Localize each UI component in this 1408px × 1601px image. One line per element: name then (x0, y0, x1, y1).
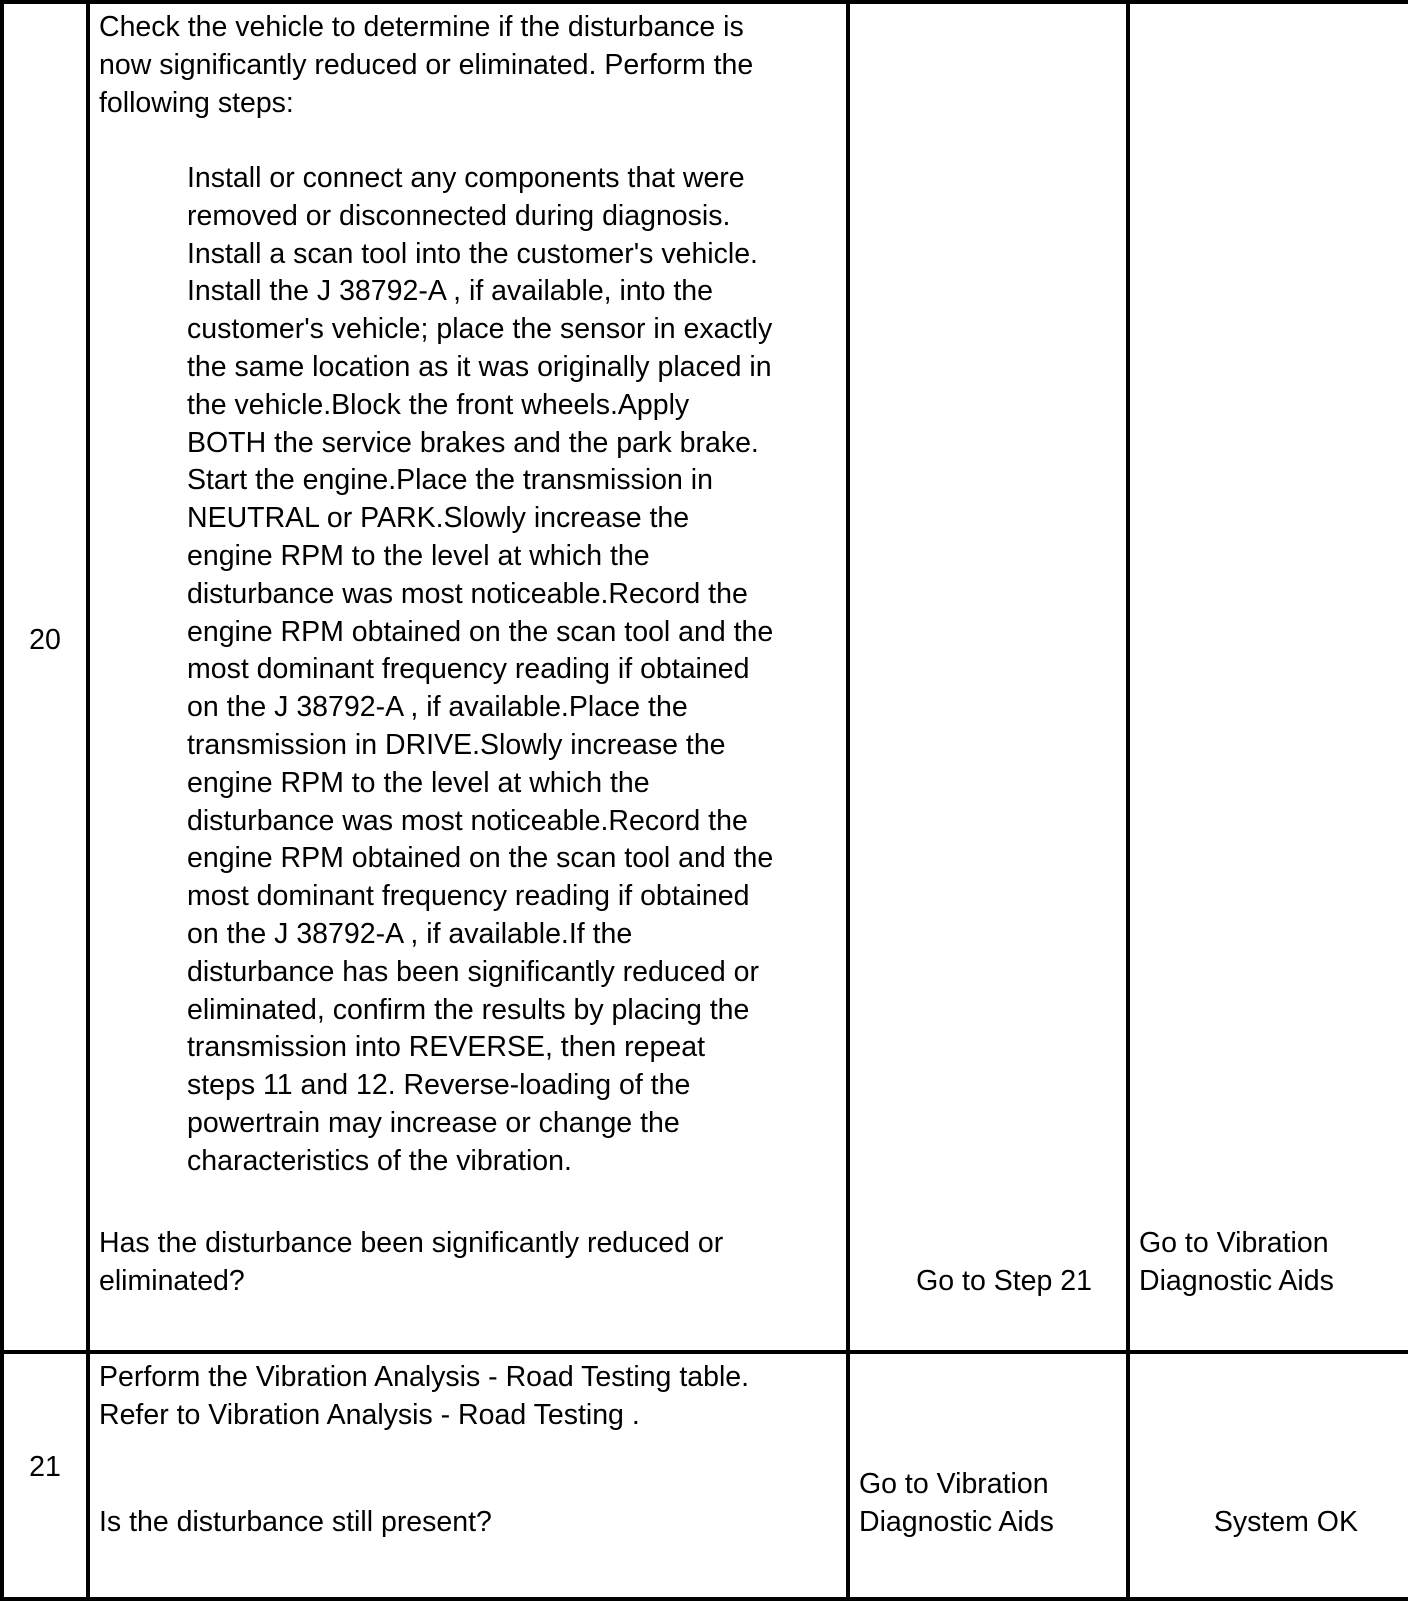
no-cell (1128, 2, 1408, 1352)
text-line: Go to Vibration (859, 1468, 1049, 1500)
text-line: on the J 38792-A , if available.If the (187, 917, 633, 950)
text-line: Refer to Vibration Analysis - Road Testing . (99, 1398, 640, 1431)
table-row-step-20 (2, 2, 1408, 1352)
text-line: disturbance has been significantly reduced or (187, 955, 759, 988)
step-number-cell (2, 1352, 88, 1599)
step-intro (99, 9, 840, 122)
action-cell (88, 1352, 848, 1599)
no-cell (1128, 1352, 1408, 1599)
text-line: Start the engine.Place the transmission in (187, 464, 713, 497)
text-line: following steps: (99, 86, 294, 119)
text-line: eliminated? (99, 1264, 245, 1297)
text-line: steps 11 and 12. Reverse-loading of the (187, 1069, 691, 1102)
text-line: Perform the Vibration Analysis - Road Testing table. (99, 1361, 750, 1393)
text-line: engine RPM obtained on the scan tool and the (187, 615, 774, 648)
text-line: engine RPM to the level at which the (187, 766, 650, 799)
text-line: Has the disturbance been significantly reduced or (99, 1227, 724, 1259)
no-result: System OK (1213, 1506, 1358, 1538)
step-question (99, 1225, 840, 1301)
text-line: BOTH the service brakes and the park brake. (187, 426, 759, 459)
text-line: characteristics of the vibration. (187, 1144, 572, 1177)
text-line: Install a scan tool into the customer's vehicle. (187, 237, 758, 270)
step-number-cell (2, 2, 88, 1352)
action-cell (88, 2, 848, 1352)
yes-result: Go to Step 21 (916, 1265, 1092, 1297)
yes-cell (848, 1352, 1128, 1599)
text-line: Diagnostic Aids (859, 1505, 1054, 1538)
text-line: NEUTRAL or PARK.Slowly increase the (187, 502, 690, 535)
text-line: Check the vehicle to determine if the disturbance is (99, 11, 744, 43)
step-action (99, 1359, 840, 1435)
text-line: most dominant frequency reading if obtained (187, 880, 750, 913)
text-line: removed or disconnected during diagnosis. (187, 199, 731, 232)
text-line: disturbance was most noticeable.Record the (187, 804, 748, 837)
text-line: customer's vehicle; place the sensor in exactly (187, 313, 773, 346)
procedure-steps (187, 160, 834, 1181)
text-line: on the J 38792-A , if available.Place the (187, 691, 688, 724)
text-line: the vehicle.Block the front wheels.Apply (187, 388, 690, 421)
step-question: Is the disturbance still present? (99, 1506, 492, 1538)
no-result (1139, 1225, 1402, 1301)
text-line: Install the J 38792-A , if available, into the (187, 275, 713, 308)
text-line: now significantly reduced or eliminated. Perform the (99, 48, 754, 81)
table-row-step-21 (2, 1352, 1408, 1599)
text-line: transmission into REVERSE, then repeat (187, 1031, 705, 1064)
text-line: disturbance was most noticeable.Record the (187, 577, 748, 610)
text-line: powertrain may increase or change the (187, 1106, 680, 1139)
text-line: eliminated, confirm the results by placing the (187, 993, 750, 1026)
text-line: Install or connect any components that were (187, 162, 745, 194)
step-number: 20 (29, 624, 61, 656)
yes-result (859, 1466, 1120, 1542)
text-line: transmission in DRIVE.Slowly increase the (187, 728, 726, 761)
text-line: Diagnostic Aids (1139, 1264, 1334, 1297)
text-line: the same location as it was originally placed in (187, 350, 772, 383)
text-line: most dominant frequency reading if obtained (187, 653, 750, 686)
step-number: 21 (29, 1451, 61, 1483)
text-line: engine RPM to the level at which the (187, 539, 650, 572)
text-line: engine RPM obtained on the scan tool and the (187, 842, 774, 875)
yes-cell (848, 2, 1128, 1352)
text-line: Go to Vibration (1139, 1227, 1329, 1259)
